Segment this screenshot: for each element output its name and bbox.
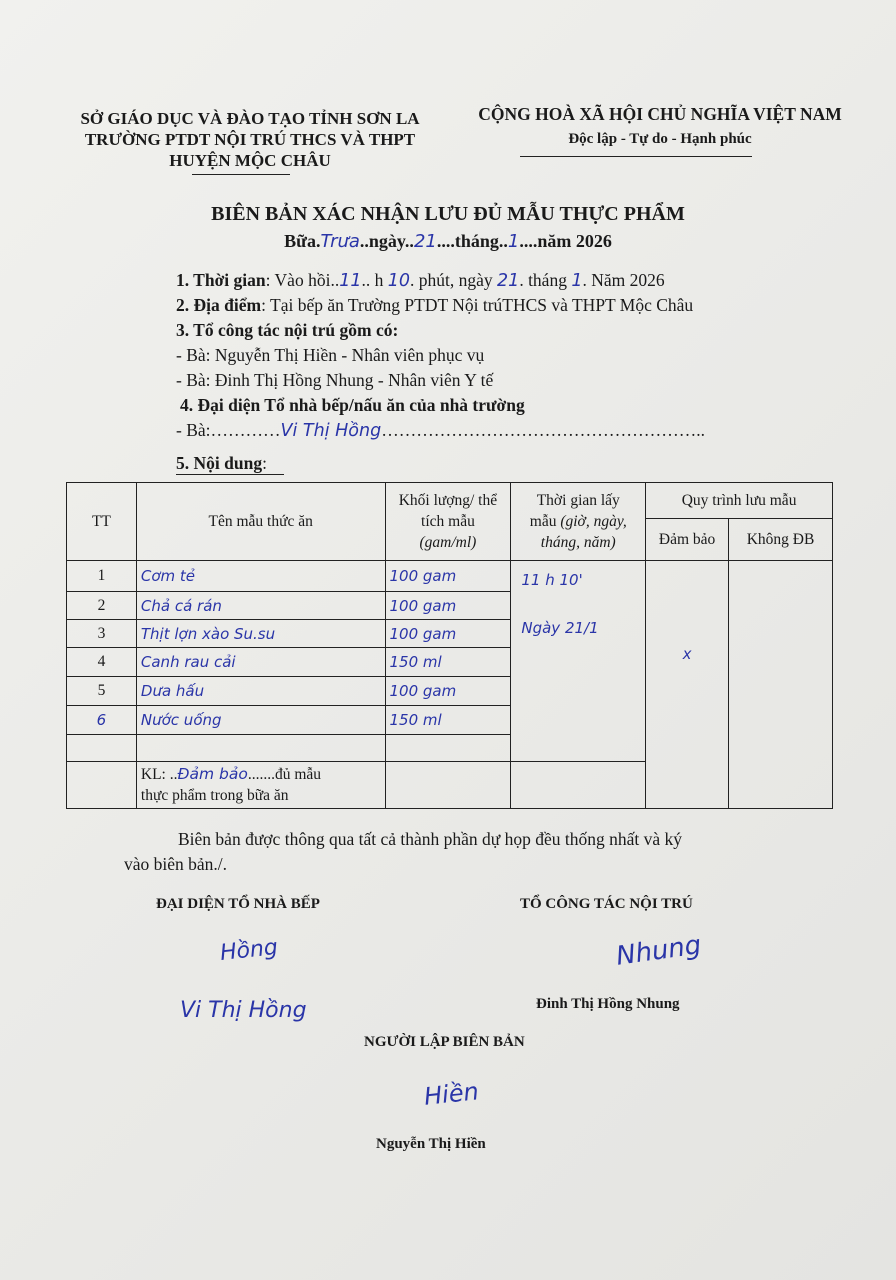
closing-line-2: vào biên bản./.: [124, 854, 228, 874]
agency-line-2: TRƯỜNG PTDT NỘI TRÚ THCS VÀ THPT: [84, 130, 416, 149]
section-time: [176, 270, 665, 291]
row-quantity: 100 gam: [385, 561, 511, 592]
kitchen-name-handwritten: Vi Thị Hồng: [180, 998, 307, 1023]
header-sample-time: [511, 483, 646, 561]
writer-role: NGƯỜI LẬP BIÊN BẢN: [364, 1034, 525, 1050]
conclusion-prefix: KL: ..: [140, 766, 178, 783]
kitchen-rep-handwritten: Vi Thị Hồng: [280, 421, 382, 441]
header-tt: TT: [67, 483, 137, 561]
kitchen-rep-prefix: - Bà:…………: [176, 420, 281, 440]
header-weight-line3: (gam/ml): [419, 534, 477, 551]
conclusion-line2: thực phẩm trong bữa ăn: [140, 787, 289, 804]
meal-handwritten: Trưa: [320, 231, 360, 252]
section-content: [176, 453, 267, 474]
row-empty: [67, 735, 137, 762]
row-food-name: Canh rau cải: [136, 648, 385, 677]
closing-line-1: Biên bản được thông qua tất cả thành phần dự họp đều thống nhất và ký: [178, 829, 683, 849]
row-empty: [136, 735, 385, 762]
row-food-name: Cơm tẻ: [136, 561, 385, 592]
header-food-name: Tên mẫu thức ăn: [136, 483, 385, 561]
section-text: . Năm 2026: [582, 270, 665, 290]
section-time-label: 1. Thời gian: [176, 270, 266, 290]
row-food-name: Nước uống: [136, 706, 385, 735]
header-time-line1: Thời gian lấy: [536, 492, 620, 509]
row-food-name: Dưa hấu: [136, 677, 385, 706]
not-ok-cell: [729, 561, 833, 809]
kitchen-signature: Hồng: [218, 935, 280, 966]
section-location-label: 2. Địa điểm: [176, 295, 262, 315]
subtitle-text: ....năm 2026: [519, 231, 612, 251]
subtitle-text: ....tháng..: [436, 231, 508, 251]
section-location: [176, 295, 693, 316]
content-underline: [176, 474, 284, 475]
header-time-line2b: (giờ, ngày,: [560, 513, 627, 530]
hour-handwritten: 11: [339, 271, 362, 291]
conclusion-quantity: [385, 762, 511, 809]
ok-cell: [646, 561, 729, 809]
header-time-line2a: mẫu: [529, 513, 561, 530]
writer-signature: Hiền: [422, 1077, 481, 1111]
month-handwritten: 1: [507, 231, 520, 252]
writer-name: Nguyễn Thị Hiền: [376, 1136, 486, 1152]
sample-time-handwritten: 11 h 10': [521, 571, 583, 589]
section-text: . tháng: [519, 270, 572, 290]
row-tt: 3: [67, 620, 137, 648]
section-content-label: 5. Nội dung: [176, 453, 263, 473]
kitchen-rep-line: [176, 420, 705, 441]
national-title: CỘNG HOÀ XÃ HỘI CHỦ NGHĨA VIỆT NAM: [478, 104, 842, 124]
conclusion-suffix: .......đủ mẫu: [247, 766, 322, 783]
header-process: Quy trình lưu mẫu: [646, 483, 833, 519]
conclusion-tt: [67, 762, 137, 809]
sample-date-handwritten: Ngày 21/1: [521, 619, 599, 637]
header-ok: Đảm bảo: [646, 519, 729, 561]
subtitle-text: ..ngày..: [359, 231, 414, 251]
row-empty: [385, 735, 511, 762]
row-tt: 1: [67, 561, 137, 592]
minute-handwritten: 10: [387, 271, 411, 291]
row-quantity: 150 ml: [385, 706, 511, 735]
section-text: .. h: [361, 270, 388, 290]
header-time-line3: tháng, năm): [540, 534, 616, 551]
day-handwritten: 21: [413, 231, 437, 252]
agency-line-3: HUYỆN MỘC CHÂU: [169, 151, 331, 170]
motto-underline: [520, 156, 752, 157]
document-title: BIÊN BẢN XÁC NHẬN LƯU ĐỦ MẪU THỰC PHẨM: [211, 203, 685, 225]
header-weight-line1: Khối lượng/ thể: [398, 492, 498, 509]
sample-table: [66, 482, 833, 809]
boarding-team-name: Đinh Thị Hồng Nhung: [536, 996, 680, 1012]
kitchen-rep-role: ĐẠI DIỆN TỔ NHÀ BẾP: [156, 896, 320, 912]
agency-underline: [192, 174, 290, 175]
row-food-name: Chả cá rán: [136, 592, 385, 620]
section-location-text: : Tại bếp ăn Trường PTDT Nội trúTHCS và THPT Mộc Châu: [261, 295, 694, 315]
header-weight-line2: tích mẫu: [421, 513, 475, 530]
row-tt: 4: [67, 648, 137, 677]
agency-line-1: SỞ GIÁO DỤC VÀ ĐÀO TẠO TỈNH SƠN LA: [80, 109, 420, 128]
row-tt: 5: [67, 677, 137, 706]
row-food-name: Thịt lợn xào Su.su: [136, 620, 385, 648]
row-quantity: 100 gam: [385, 677, 511, 706]
team-member-1: - Bà: Nguyễn Thị Hiền - Nhân viên phục vụ: [176, 345, 485, 365]
month-handwritten: 1: [571, 271, 583, 291]
conclusion-cell: [136, 762, 385, 809]
section-kitchen-label: 4. Đại diện Tổ nhà bếp/nấu ăn của nhà trường: [180, 395, 525, 415]
conclusion-time: [511, 762, 646, 809]
boarding-team-role: TỔ CÔNG TÁC NỘI TRÚ: [520, 896, 693, 912]
national-header: [460, 104, 860, 148]
agency-header: [60, 108, 440, 171]
document-subtitle: [0, 231, 896, 252]
header-not-ok: Không ĐB: [729, 519, 833, 561]
team-member-2: - Bà: Đinh Thị Hồng Nhung - Nhân viên Y tế: [176, 370, 494, 390]
section-text: . phút, ngày: [410, 270, 498, 290]
national-motto: Độc lập - Tự do - Hạnh phúc: [568, 131, 752, 147]
boarding-signature: Nhung: [614, 930, 704, 972]
row-tt: 6: [67, 706, 137, 735]
kitchen-rep-dots: ………………………………………………..: [381, 420, 705, 440]
section-team-label: 3. Tổ công tác nội trú gồm có:: [176, 320, 399, 340]
row-quantity: 150 ml: [385, 648, 511, 677]
day-handwritten: 21: [497, 271, 520, 291]
header-weight: [385, 483, 511, 561]
conclusion-handwritten: Đảm bảo: [177, 765, 248, 783]
sample-time-cell: [511, 561, 646, 762]
check-mark: x: [682, 645, 692, 663]
section-text: : Vào hồi..: [265, 270, 340, 290]
row-quantity: 100 gam: [385, 592, 511, 620]
subtitle-text: Bữa.: [284, 231, 321, 251]
row-quantity: 100 gam: [385, 620, 511, 648]
section-content-colon: :: [262, 453, 267, 473]
row-tt: 2: [67, 592, 137, 620]
